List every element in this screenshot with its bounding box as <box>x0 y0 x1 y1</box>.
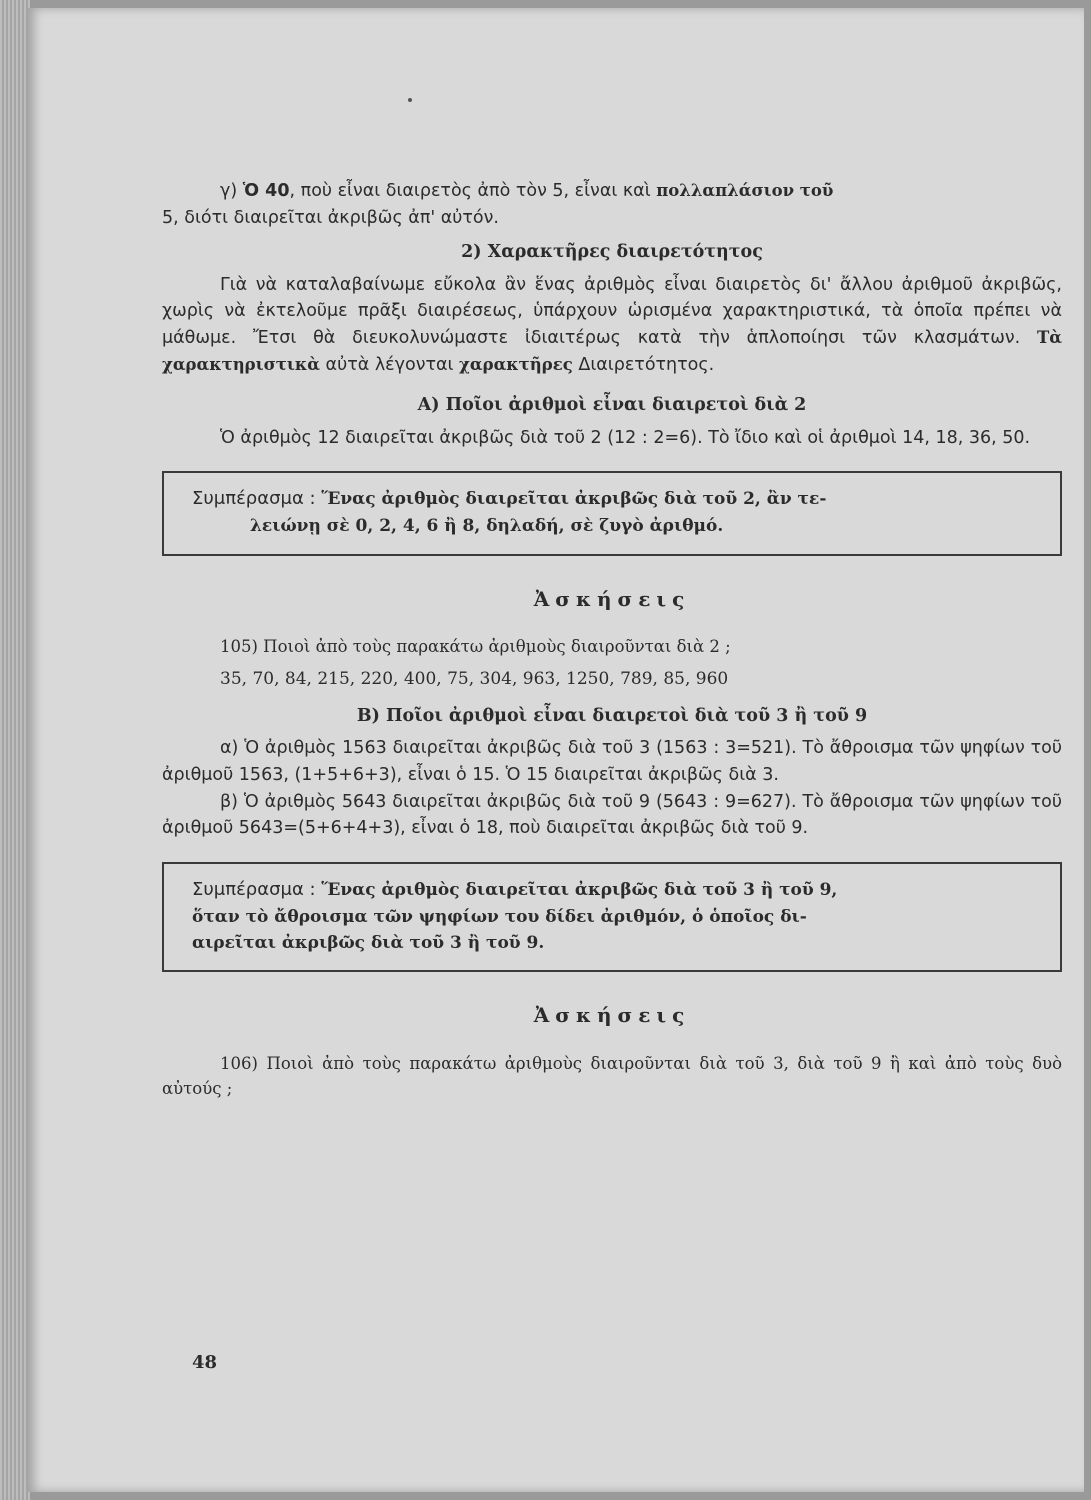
section-2-heading: 2) Χαρακτῆρες διαιρετότητος <box>461 242 763 263</box>
section-a-paragraph: Ὁ ἀριθμὸς 12 διαιρεῖται ἀκριβῶς διὰ τοῦ 2 (12 : 2=6). Τὸ ἴδιο καὶ οἱ ἀριθμοὶ 14, 18, 36, 50. <box>220 427 1031 448</box>
conclusion-text-2: λειώνῃ σὲ 0, 2, 4, 6 ἢ 8, δηλαδή, σὲ ζυγὸ ἀριθμό. <box>250 516 724 537</box>
conclusion-text-1: Ἕνας ἀριθμὸς διαιρεῖται ἀκριβῶς διὰ τοῦ 2, ἂν τε- <box>321 489 827 510</box>
intro-paragraph <box>162 178 1062 205</box>
section-2-text-mid: αὐτὰ λέγονται <box>319 354 460 375</box>
section-a-heading: Α) Ποῖοι ἀριθμοὶ εἶναι διαιρετοὶ διὰ 2 <box>417 395 807 416</box>
section-b-paragraph-a: α) Ὁ ἀριθμὸς 1563 διαιρεῖται ἀκριβῶς διὰ τοῦ 3 (1563 : 3=521). Τὸ ἄθροισμα τῶν ψηφίων τοῦ ἀριθμοῦ 1563, (1+5+6+3), εἶναι ὁ 15. Ὁ 15 διαιρεῖται ἀκριβῶς διὰ 3. <box>162 738 1062 786</box>
intro-end: 5, διότι διαιρεῖται ἀκριβῶς ἀπ' αὐτόν. <box>162 207 499 228</box>
section-2-bold-2: χαρακτῆρες <box>459 354 573 374</box>
section-b-heading: Β) Ποῖοι ἀριθμοὶ εἶναι διαιρετοὶ διὰ τοῦ 3 ἢ τοῦ 9 <box>356 705 868 726</box>
conclusion-label: Συμπέρασμα : <box>192 488 322 510</box>
intro-label: γ) <box>220 181 243 201</box>
section-2-bold-1: Τὰ χαρακτηριστικὰ <box>162 327 1062 374</box>
page-number: 48 <box>192 1352 218 1373</box>
conclusion-b-text-1: Ἕνας ἀριθμὸς διαιρεῖται ἀκριβῶς διὰ τοῦ 3 ἢ τοῦ 9, <box>321 879 838 900</box>
section-2-text: Γιὰ νὰ καταλαβαίνωμε εὔκολα ἂν ἕνας ἀριθμὸς εἶναι διαιρετὸς δι' ἄλλου ἀριθμοῦ ἀκριβῶς, χωρὶς νὰ ἐκτελοῦμε πρᾶξι διαιρέσεως, ὑπάρχουν ὡρισμένα χαρακτηριστικά, τὰ ὁποῖα πρέπει νὰ μάθωμε. Ἔτσι θὰ διευκολυνώμαστε ἰδιαιτέρως κατὰ τὴν ἁπλοποίησι τῶν κλασμάτων. <box>162 274 1062 348</box>
exercise-105-numbers: 35, 70, 84, 215, 220, 400, 75, 304, 963, 1250, 789, 85, 960 <box>220 669 729 690</box>
conclusion-box-a <box>162 471 1062 555</box>
conclusion-label-b: Συμπέρασμα : <box>192 878 322 900</box>
section-2-paragraph <box>162 272 1062 378</box>
page-content <box>162 178 1062 1101</box>
speck <box>408 98 412 102</box>
intro-number: Ὁ 40 <box>242 181 290 201</box>
conclusion-box-b <box>162 862 1062 973</box>
exercises-title-b: Ἀσκήσεις <box>533 1003 691 1028</box>
section-b-paragraph-b: β) Ὁ ἀριθμὸς 5643 διαιρεῖται ἀκριβῶς διὰ τοῦ 9 (5643 : 9=627). Τὸ ἄθροισμα τῶν ψηφίων τοῦ ἀριθμοῦ 5643=(5+6+4+3), εἶναι ὁ 18, ποὺ διαιρεῖται ἀκριβῶς διὰ τοῦ 9. <box>162 791 1062 839</box>
section-2-text-end: Διαιρετότητος. <box>572 354 715 375</box>
exercises-title-a: Ἀσκήσεις <box>533 586 691 611</box>
intro-text: , ποὺ εἶναι διαιρετὸς ἀπὸ τὸν 5, εἶναι καὶ <box>289 181 657 201</box>
conclusion-b-text-3: αιρεῖται ἀκριβῶς διὰ τοῦ 3 ἢ τοῦ 9. <box>192 933 545 954</box>
intro-bold: πολλαπλάσιον τοῦ <box>656 181 834 200</box>
exercise-106: 106) Ποιοὶ ἀπὸ τοὺς παρακάτω ἀριθμοὺς διαιροῦνται διὰ τοῦ 3, διὰ τοῦ 9 ἢ καὶ ἀπὸ τοὺς δυὸ αὐτούς ; <box>162 1053 1062 1098</box>
book-page-edges <box>0 0 30 1500</box>
conclusion-b-text-2: ὅταν τὸ ἄθροισμα τῶν ψηφίων του δίδει ἀριθμόν, ὁ ὁποῖος δι- <box>192 906 807 927</box>
exercise-105: 105) Ποιοὶ ἀπὸ τοὺς παρακάτω ἀριθμοὺς διαιροῦνται διὰ 2 ; <box>220 636 731 656</box>
